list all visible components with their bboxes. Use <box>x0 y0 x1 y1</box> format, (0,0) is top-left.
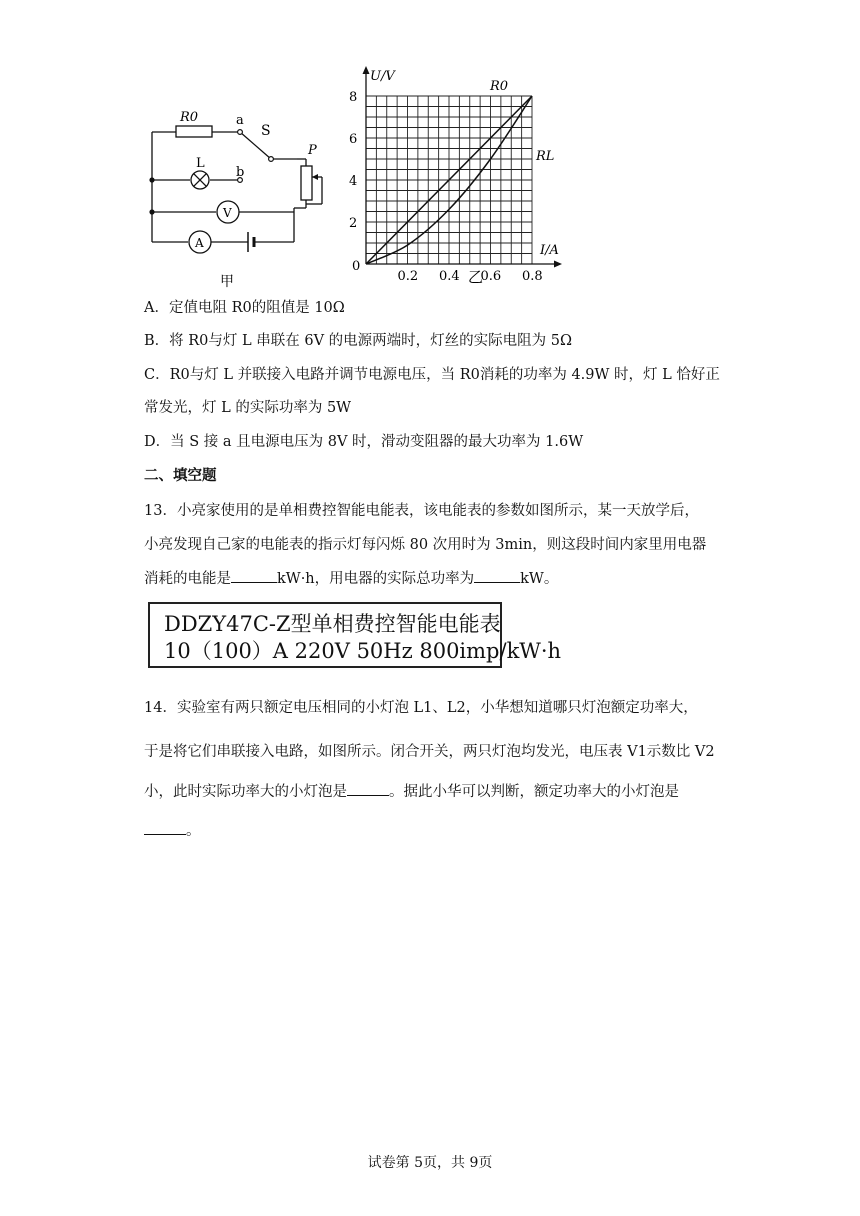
caption-yi: 乙 <box>468 268 484 284</box>
origin-label: 0 <box>352 259 361 274</box>
q14-text-a: 小，此时实际功率大的小灯泡是 <box>144 784 347 800</box>
q14-line4 <box>144 820 201 841</box>
ui-graph-yi <box>340 64 570 284</box>
q14-line3 <box>144 781 679 802</box>
section-title: 二、填空题 <box>144 468 217 484</box>
y-tick-label: 4 <box>349 174 358 189</box>
caption-jia: 甲 <box>220 274 234 290</box>
q14-line2: 于是将它们串联接入电路，如图所示。闭合开关，两只灯泡均发光，电压表 V1示数比 V2 <box>144 744 715 760</box>
x-tick-label: 0.8 <box>522 269 543 284</box>
option-b: B．将 R0与灯 L 串联在 6V 的电源两端时，灯丝的实际电阻为 5Ω <box>144 333 573 349</box>
x-tick-label: 0.2 <box>397 269 419 284</box>
y-axis-label: U/V <box>370 69 395 84</box>
option-c-line2: 常发光，灯 L 的实际功率为 5W <box>144 400 352 416</box>
x-tick-label: 0.4 <box>439 269 460 284</box>
q14-blank-actual[interactable] <box>347 781 389 796</box>
label-l: L <box>196 156 205 171</box>
q13-line2: 小亮发现自己家的电能表的指示灯每闪烁 80 次用时为 3min，则这段时间内家里用电器 <box>144 537 707 553</box>
q13-line1: 13．小亮家使用的是单相费控智能电能表，该电能表的参数如图所示，某一天放学后， <box>144 503 699 519</box>
y-tick-label: 8 <box>349 90 358 105</box>
resistor-r0 <box>176 126 212 137</box>
label-v: V <box>223 206 232 220</box>
label-ammeter: A <box>195 236 204 250</box>
rheostat <box>301 166 312 200</box>
meter-nameplate <box>148 602 562 668</box>
series-label-r0: R0 <box>490 79 509 94</box>
option-d: D．当 S 接 a 且电源电压为 8V 时，滑动变阻器的最大功率为 1.6W <box>144 434 584 450</box>
q14-text-end: 。 <box>186 823 201 839</box>
option-c-line1: C．R0与灯 L 并联接入电路并调节电源电压，当 R0消耗的功率为 4.9W 时，灯 L 恰好正 <box>144 367 720 383</box>
label-b: b <box>236 165 245 180</box>
x-axis-label: I/A <box>540 243 559 258</box>
q13-text-b: kW·h，用电器的实际总功率为 <box>277 571 475 587</box>
q13-line3 <box>144 568 558 589</box>
x-tick-label: 0.6 <box>480 269 502 284</box>
circuit-diagram-jia <box>140 104 340 294</box>
x-axis-arrow <box>554 261 562 268</box>
q14-blank-rated[interactable] <box>144 820 186 835</box>
y-axis-arrow <box>363 66 370 74</box>
y-tick-label: 6 <box>349 132 358 147</box>
option-a: A．定值电阻 R0的阻值是 10Ω <box>144 300 345 316</box>
label-p: P <box>308 143 317 158</box>
label-s: S <box>261 123 271 139</box>
q14-line1: 14．实验室有两只额定电压相同的小灯泡 L1、L2，小华想知道哪只灯泡额定功率大， <box>144 700 698 716</box>
q13-text-c: kW。 <box>520 571 559 587</box>
q13-blank-power[interactable] <box>474 568 520 583</box>
q14-text-b: 。据此小华可以判断，额定功率大的小灯泡是 <box>389 784 679 800</box>
meter-line2: 10（100）A 220V 50Hz 800imp/kW·h <box>164 639 562 663</box>
y-tick-label: 2 <box>349 216 358 231</box>
q13-blank-energy[interactable] <box>231 568 277 583</box>
label-a: a <box>236 113 244 128</box>
series-label-rl: RL <box>536 149 555 164</box>
label-r0: R0 <box>180 110 199 125</box>
meter-line1: DDZY47C-Z型单相费控智能电能表 <box>164 612 501 636</box>
page-footer: 试卷第 5页，共 9页 <box>367 1155 493 1171</box>
q13-text-a: 消耗的电能是 <box>144 571 231 587</box>
